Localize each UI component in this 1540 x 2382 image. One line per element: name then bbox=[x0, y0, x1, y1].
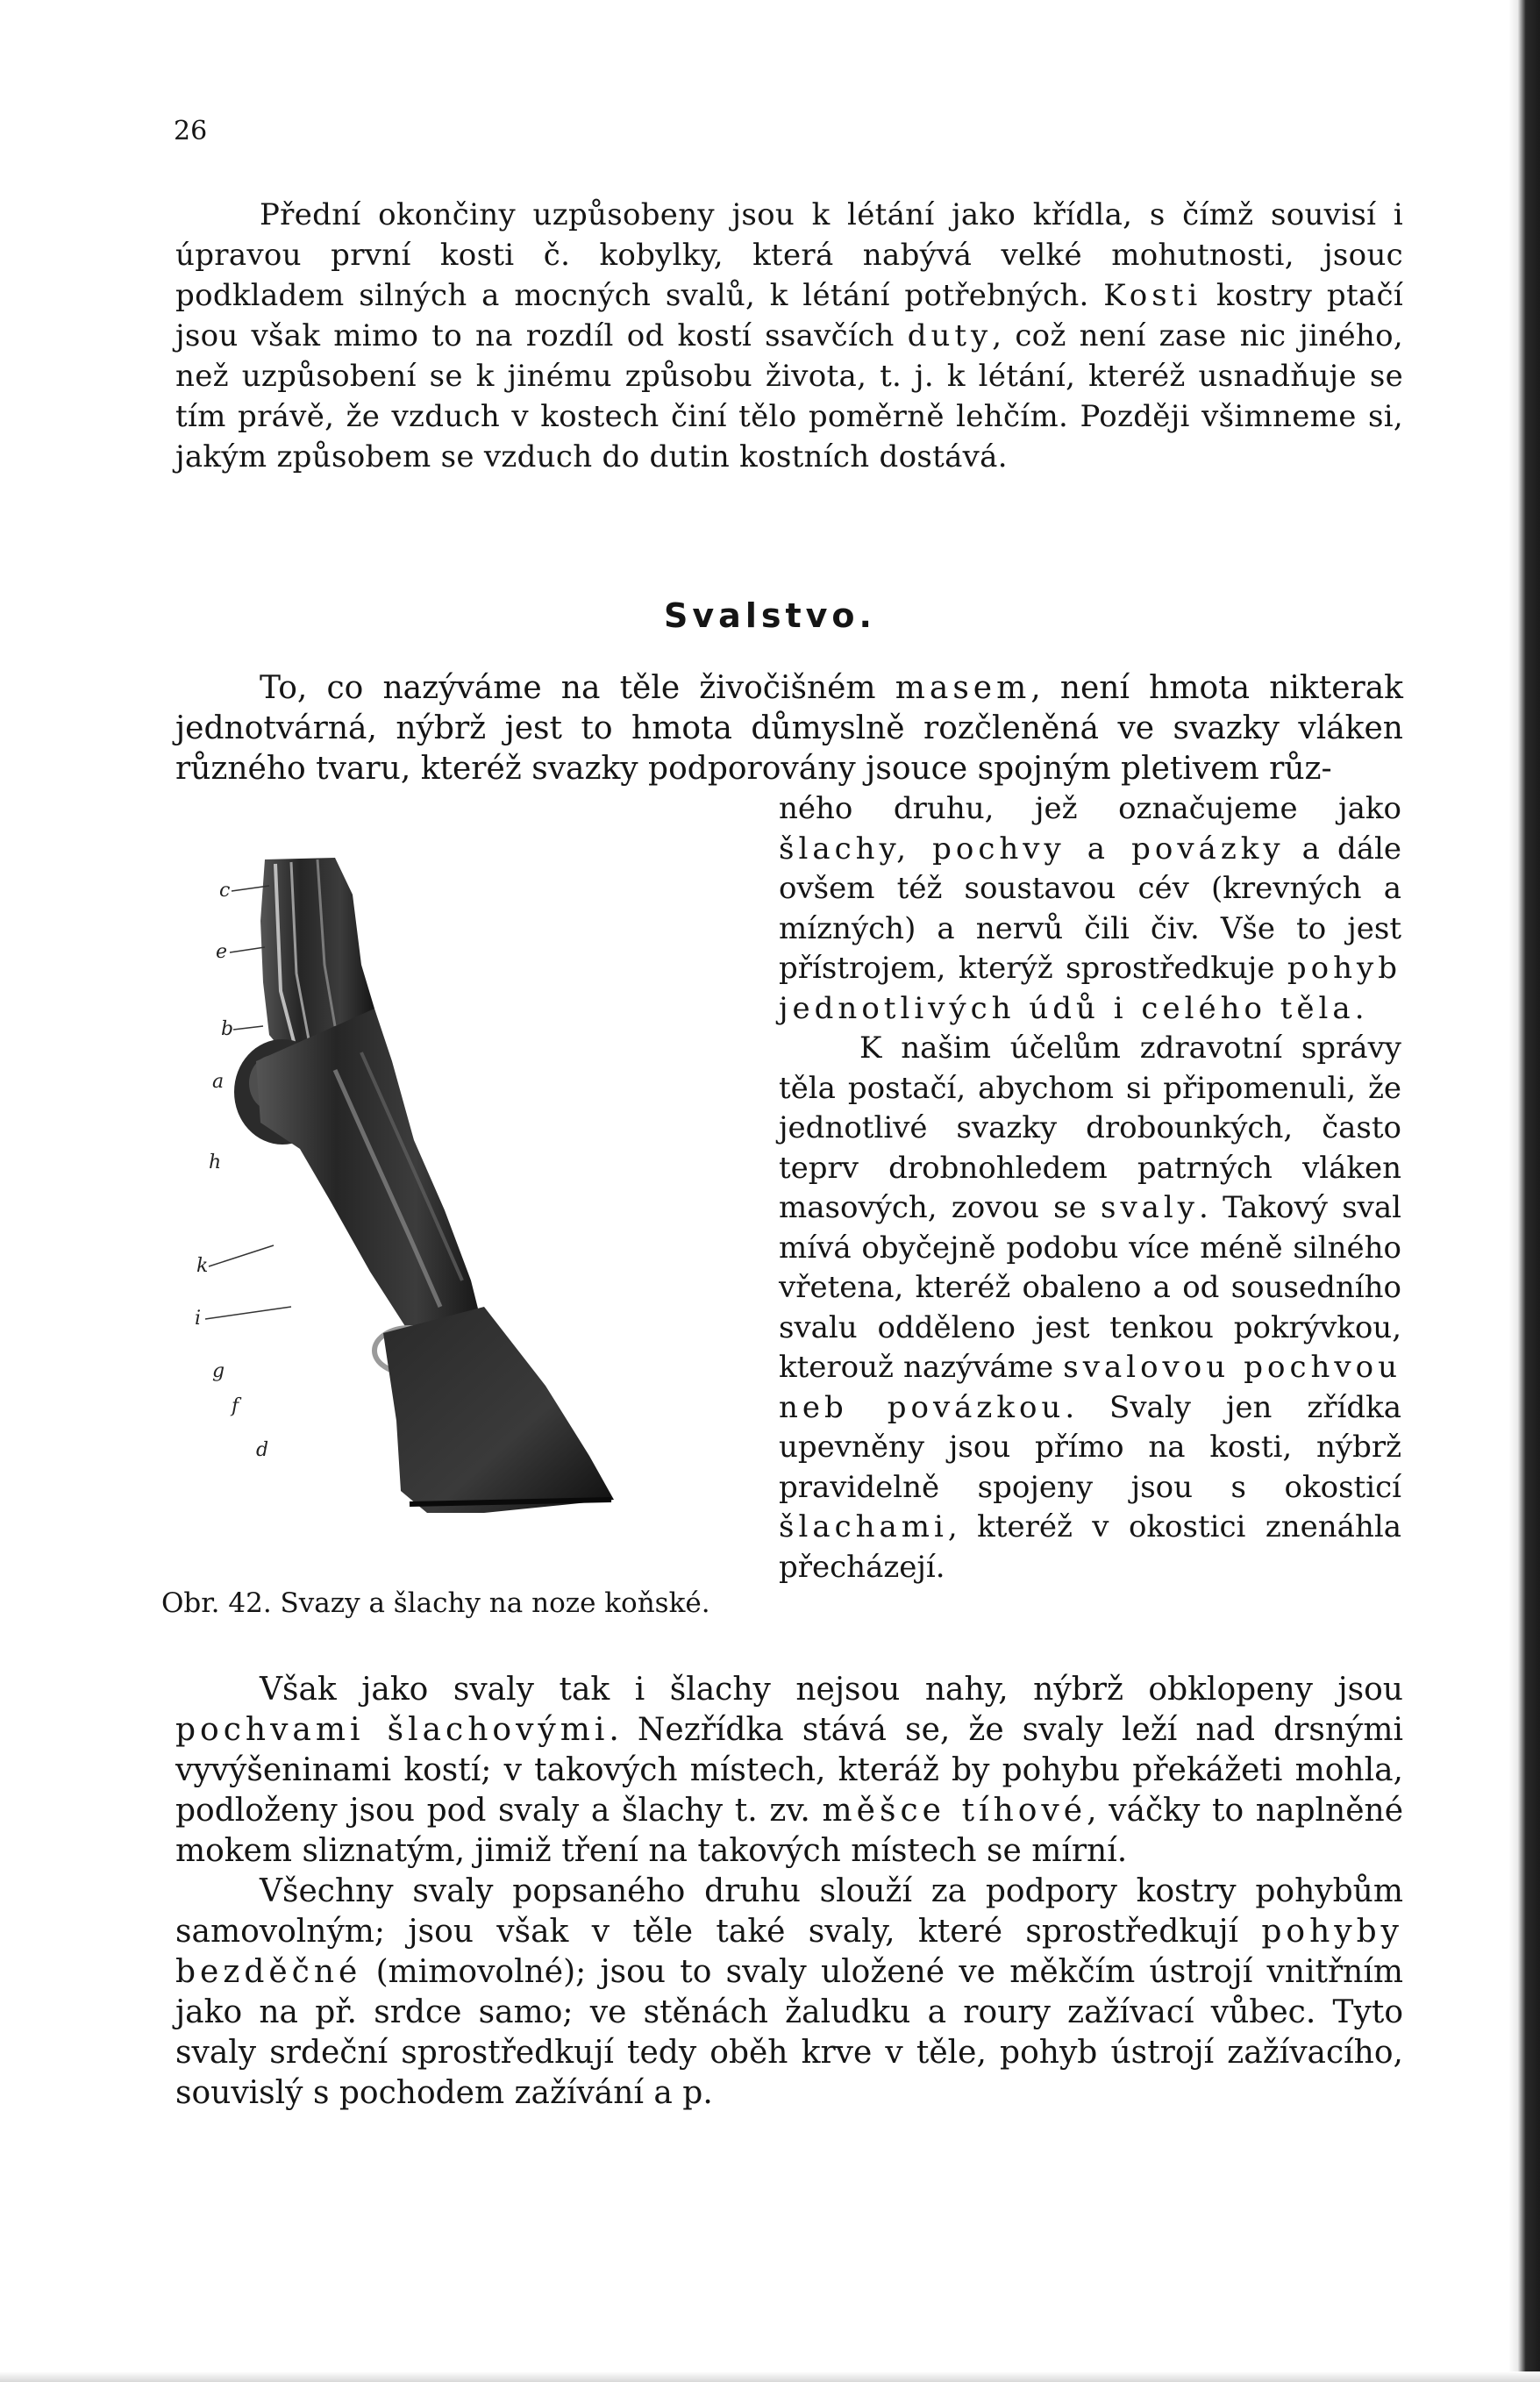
side-text-a: ného druhu, jež označujeme jako bbox=[779, 791, 1401, 826]
side-spaced-pohyb: pohyb jednotlivých údů i celého těla bbox=[779, 951, 1401, 1026]
side-p2-text-b: . Takový sval mívá obyčejně podobu více méně silného vřetena, kteréž obaleno a od sousedního svalu odděleno jest tenkou pokrývkou, kterouž nazýváme bbox=[779, 1190, 1401, 1385]
bottom-p1-spaced-mesce: měšce tíhové bbox=[822, 1793, 1087, 1829]
side-text-c: . bbox=[1354, 990, 1365, 1026]
label-leader-b bbox=[233, 1026, 263, 1030]
side-spaced-slachy: šlachy, pochvy a povázky bbox=[779, 831, 1285, 867]
side-p2-spaced-svaly: svaly bbox=[1101, 1190, 1200, 1225]
leg-pastern bbox=[256, 1009, 484, 1351]
side-p2-spaced-slachami: šlachami bbox=[779, 1509, 948, 1544]
intro-text-1: Přední okončiny uzpůsobeny jsou k létání jako křídla, s čímž souvisí i úpravou první kosti č. kobylky, která nabývá velké mohutnosti, jsouc podkladem silných a mocných svalů, k létání potřebných. bbox=[175, 197, 1403, 313]
label-leader-i bbox=[205, 1307, 291, 1319]
scan-edge-right bbox=[1508, 0, 1540, 2382]
side-p2-spaced-pochvou: svalovou pochvou neb povázkou bbox=[779, 1350, 1401, 1425]
body1-text-a: To, co nazýváme na těle živočišném bbox=[260, 670, 895, 706]
intro-text-2: kostry ptačí jsou však mimo to na rozdíl od kostí ssavčích bbox=[175, 278, 1404, 353]
horse-leg-illustration bbox=[195, 859, 730, 1526]
figure-label-c: c bbox=[219, 880, 231, 902]
side-p2-text-c: . Svaly jen zřídka upevněny jsou přímo na kosti, nýbrž pravidelně spojeny jsou s okosticí bbox=[779, 1389, 1401, 1505]
bottom-p2-spaced-pohyby: pohyby bezděčné bbox=[175, 1914, 1403, 1990]
figure-horse-leg bbox=[195, 859, 730, 1526]
figure-label-a: a bbox=[212, 1071, 225, 1093]
side-p2-text-a: K našim účelům zdravotní správy těla postačí, abychom si připomenuli, že jednotlivé svazky drobounkých, často teprv drobnohledem patrných vláken masových, zovou se bbox=[779, 1031, 1401, 1225]
side-text-b: a dále ovšem též soustavou cév (krevných a mízných) a nervů čili čiv. Vše to jest přístrojem, kterýž sprostředkuje bbox=[779, 831, 1401, 986]
figure-label-e: e bbox=[216, 941, 228, 963]
bottom-p1-text-a: Však jako svaly tak i šlachy nejsou nahy, nýbrž obklopeny jsou bbox=[260, 1672, 1403, 1708]
bottom-p1-text-b: . Nezřídka stává se, že svaly leží nad drsnými vyvýšeninami kostí; v takových místech, kteráž by pohybu překážeti mohla, podloženy jsou pod svaly a šlachy t. zv. bbox=[175, 1712, 1404, 1829]
figure-label-h: h bbox=[209, 1152, 222, 1173]
bottom-p2-text-b: (mimovolné); jsou to svaly uložené ve měkčím ústrojí vnitřním jako na př. srdce samo; ve stěnách žaludku a roury zažívací vůbec. Tyto svaly srdeční sprostředkují tedy oběh krve v těle, pohyb ústrojí zažívacího, souvislý s pochodem zažívání a p. bbox=[175, 1954, 1403, 2111]
figure-label-b: b bbox=[221, 1018, 234, 1040]
figure-label-k: k bbox=[196, 1255, 209, 1277]
section-heading: Svalstvo. bbox=[664, 596, 876, 635]
figure-caption: Obr. 42. Svazy a šlachy na noze koňské. bbox=[161, 1587, 710, 1619]
figure-label-i: i bbox=[195, 1308, 202, 1330]
scan-edge-bottom bbox=[0, 2371, 1540, 2382]
body1-text-b: , není hmota nikterak jednotvárná, nýbrž jest to hmota důmyslně rozčleněná ve svazky vláken různého tvaru, kteréž svazky podporovány jsouce spojným pletivem růz- bbox=[175, 670, 1403, 787]
label-leader-k bbox=[209, 1245, 274, 1266]
side-column-text bbox=[779, 789, 1401, 1587]
bottom-paragraphs bbox=[175, 1670, 1403, 2114]
bottom-p2-text-a: Všechny svaly popsaného druhu slouží za podpory kostry pohybům samovolným; jsou však v těle také svaly, které sprostředkují bbox=[175, 1873, 1403, 1950]
intro-spaced-duty: duty bbox=[907, 318, 993, 353]
figure-label-g: g bbox=[212, 1360, 225, 1382]
body1-spaced-masem: masem bbox=[895, 670, 1031, 706]
bottom-p1-spaced-pochvami: pochvami šlachovými bbox=[175, 1712, 610, 1748]
figure-label-d: d bbox=[256, 1439, 269, 1461]
intro-paragraph bbox=[175, 195, 1403, 477]
hoof bbox=[383, 1307, 614, 1513]
bottom-p1-text-c: , váčky to naplněné mokem sliznatým, jimiž tření na takových místech se mírní. bbox=[175, 1793, 1403, 1869]
figure-label-f: f bbox=[232, 1395, 239, 1417]
body-paragraph-1 bbox=[175, 668, 1403, 789]
intro-text-3: , což není zase nic jiného, než uzpůsobení se k jinému způsobu života, t. j. k létání, kteréž usnadňuje se tím právě, že vzduch v kostech činí tělo poměrně lehčím. Později všimneme si, jakým způsobem se vzduch do dutin kostních dostává. bbox=[175, 318, 1403, 474]
side-p2-text-d: , kteréž v okostici znenáhla přecházejí. bbox=[779, 1509, 1401, 1585]
intro-spaced-kosti: Kosti bbox=[1103, 278, 1202, 313]
page-number: 26 bbox=[174, 116, 208, 146]
label-leader-e bbox=[230, 947, 265, 952]
